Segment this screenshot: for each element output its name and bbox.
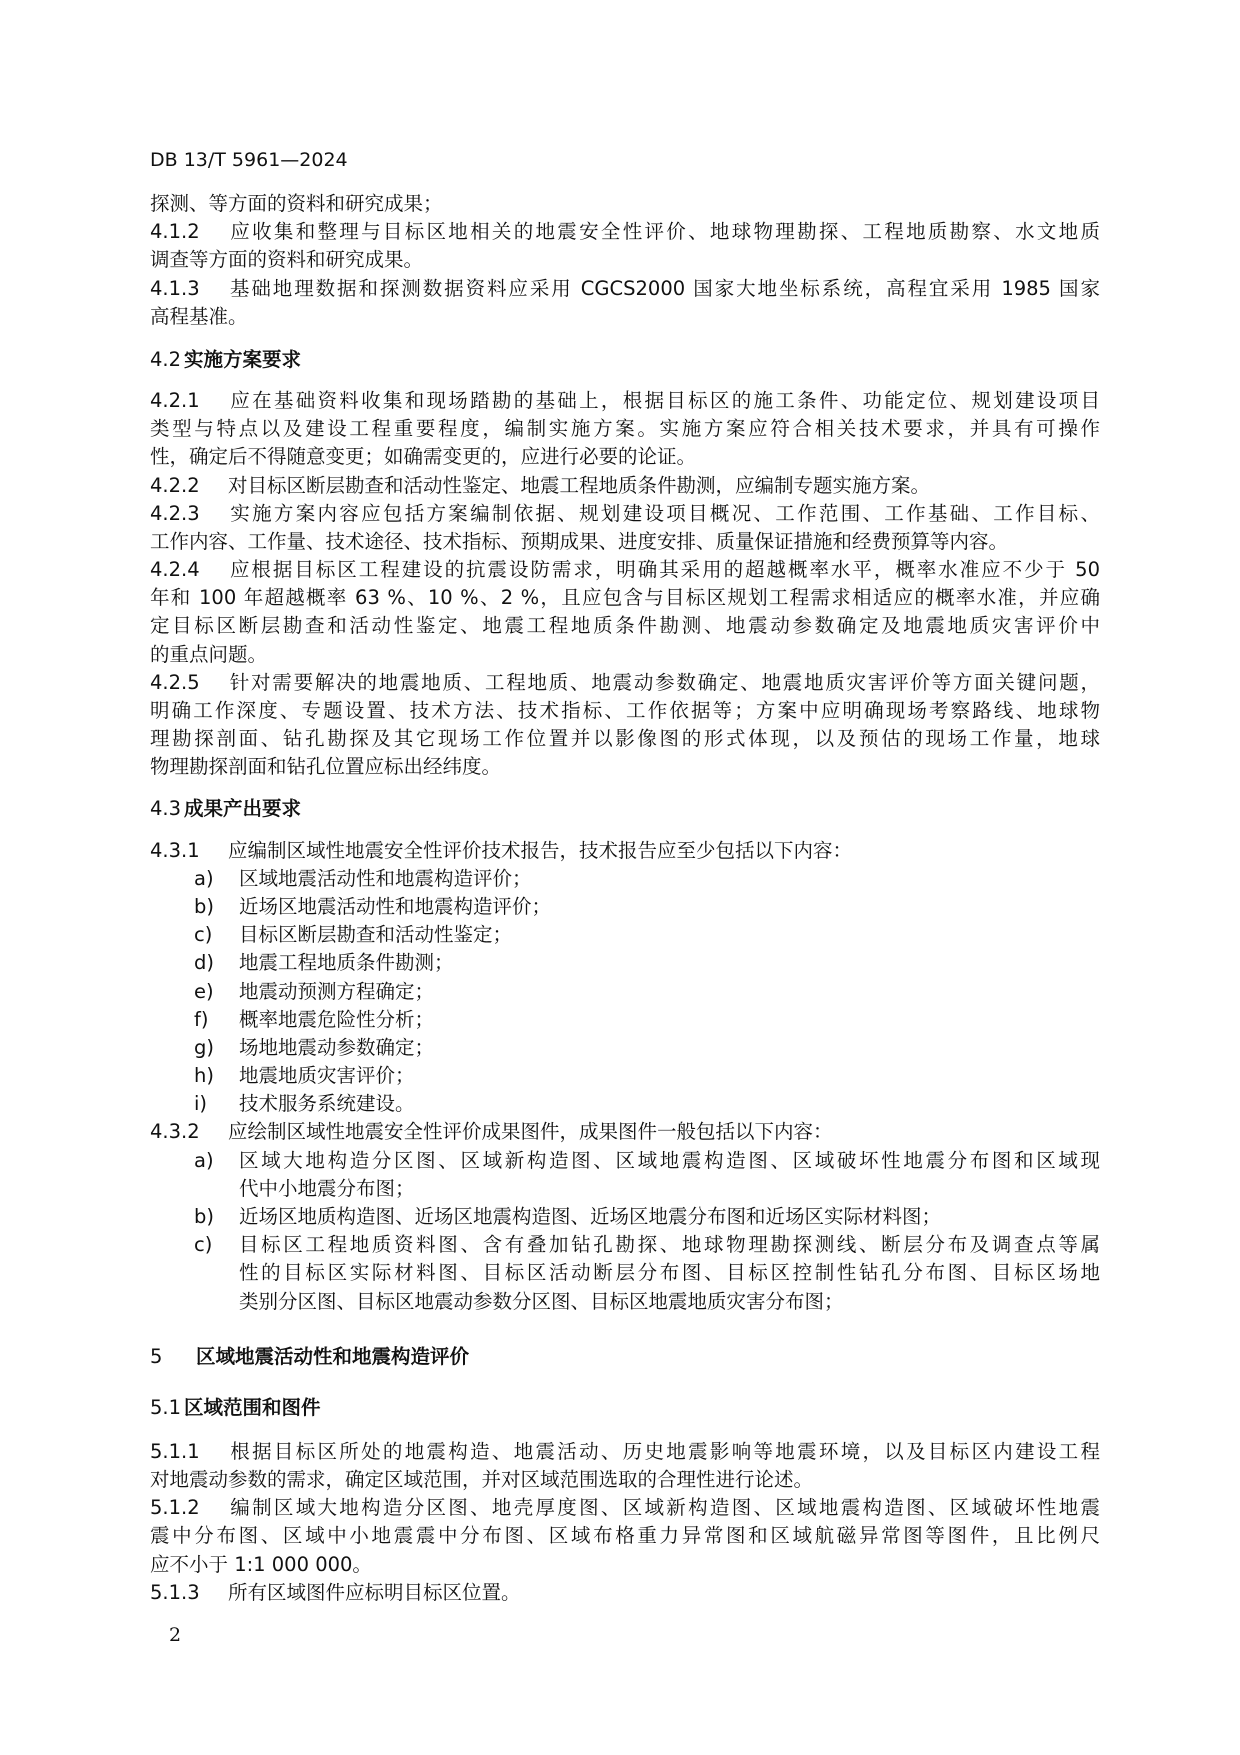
list-marker: c) bbox=[194, 1233, 213, 1257]
text-line bbox=[150, 528, 1100, 556]
clause-number: 4.1.3 bbox=[150, 276, 200, 300]
list-marker: f) bbox=[194, 1007, 209, 1031]
text-line bbox=[150, 1438, 1100, 1466]
list-marker: a) bbox=[194, 1148, 214, 1172]
document-header: DB 13/T 5961—2024 bbox=[150, 149, 348, 171]
line-text: 震中分布图、区域中小地震震中分布图、区域布格重力异常图和区域航磁异常图等图件，且比例尺 bbox=[150, 1524, 1100, 1548]
clause-number: 4.2.4 bbox=[150, 558, 200, 582]
heading-line bbox=[150, 346, 1100, 374]
list-item bbox=[150, 921, 1100, 949]
line-text: 类别分区图、目标区地震动参数分区图、目标区地震地质灾害分布图； bbox=[239, 1289, 844, 1313]
clause-paragraph bbox=[150, 472, 1100, 500]
clause-paragraph bbox=[150, 1438, 1100, 1494]
text-line bbox=[150, 472, 1100, 500]
heading-title: 区域地震活动性和地震构造评价 bbox=[196, 1344, 470, 1368]
text-line bbox=[150, 584, 1100, 612]
line-text: 应在基础资料收集和现场踏勘的基础上，根据目标区的施工条件、功能定位、规划建设项目 bbox=[228, 388, 1100, 412]
heading-line bbox=[150, 1343, 1100, 1371]
text-line bbox=[150, 612, 1100, 640]
list-marker: c) bbox=[194, 923, 213, 947]
clause-number: 4.2.3 bbox=[150, 501, 200, 525]
heading-line bbox=[150, 795, 1100, 823]
page-number: 2 bbox=[169, 1624, 182, 1646]
line-text: 性，确定后不得随意变更；如确需变更的，应进行必要的论证。 bbox=[150, 445, 697, 469]
list-item bbox=[150, 1090, 1100, 1118]
text-line bbox=[150, 1118, 1100, 1146]
line-text: 明确工作深度、专题设置、技术方法、技术指标、工作依据等；方案中应明确现场考察路线、地球物 bbox=[150, 699, 1100, 722]
text-line bbox=[150, 669, 1100, 697]
text-line bbox=[150, 556, 1100, 584]
text-line bbox=[150, 837, 1100, 865]
text-line bbox=[150, 387, 1100, 415]
list-item bbox=[150, 1062, 1100, 1090]
line-text: 的重点问题。 bbox=[150, 642, 268, 666]
list-marker: b) bbox=[194, 1205, 214, 1228]
heading-title: 实施方案要求 bbox=[184, 347, 302, 371]
line-text: 工作内容、工作量、技术途径、技术指标、预期成果、进度安排、质量保证措施和经费预算等内容。 bbox=[150, 529, 1009, 553]
heading-number: 4.3 bbox=[150, 796, 182, 820]
clause-number: 5.1.3 bbox=[150, 1580, 200, 1604]
line-text: 探测、等方面的资料和研究成果； bbox=[150, 192, 443, 215]
heading-number: 5 bbox=[150, 1344, 163, 1368]
list-marker: i) bbox=[194, 1092, 208, 1116]
text-line bbox=[150, 218, 1100, 246]
document-body bbox=[150, 190, 1100, 1607]
line-text: 年和 100 年超越概率 63 %、10 %、2 %，且应包含与目标区规划工程需求相适应的概率水准，并应确 bbox=[150, 586, 1100, 610]
text-line bbox=[150, 1494, 1100, 1522]
line-text: 区域大地构造分区图、区域新构造图、区域地震构造图、区域破坏性地震分布图和区域现 bbox=[239, 1148, 1100, 1172]
line-text: 应绘制区域性地震安全性评价成果图件，成果图件一般包括以下内容： bbox=[228, 1120, 833, 1144]
section-heading bbox=[150, 346, 1100, 374]
list-item bbox=[150, 893, 1100, 921]
text-line bbox=[150, 1147, 1100, 1175]
text-line bbox=[150, 753, 1100, 781]
text-line bbox=[150, 500, 1100, 528]
text-line bbox=[150, 1090, 1100, 1118]
line-text: 技术服务系统建设。 bbox=[239, 1092, 415, 1116]
line-text: 基础地理数据和探测数据资料应采用 CGCS2000 国家大地坐标系统，高程宜采用 1985 国家 bbox=[228, 276, 1100, 300]
text-line bbox=[150, 1551, 1100, 1579]
line-text: 应编制区域性地震安全性评价技术报告，技术报告应至少包括以下内容： bbox=[228, 838, 853, 862]
line-text: 类型与特点以及建设工程重要程度，编制实施方案。实施方案应符合相关技术要求，并具有可操作 bbox=[150, 417, 1100, 441]
clause-paragraph bbox=[150, 190, 1100, 218]
section-heading bbox=[150, 1394, 1100, 1422]
line-text: 代中小地震分布图； bbox=[239, 1176, 415, 1200]
clause-paragraph bbox=[150, 275, 1100, 331]
line-text: 目标区断层勘查和活动性鉴定； bbox=[239, 923, 513, 947]
text-line bbox=[150, 443, 1100, 471]
clause-paragraph bbox=[150, 1494, 1100, 1579]
text-line bbox=[150, 1034, 1100, 1062]
line-text: 高程基准。 bbox=[150, 304, 248, 328]
line-text: 应不小于 1:1 000 000。 bbox=[150, 1552, 372, 1576]
list-item bbox=[150, 1231, 1100, 1316]
section-heading bbox=[150, 795, 1100, 823]
document-page bbox=[150, 146, 1100, 1607]
line-text: 定目标区断层勘查和活动性鉴定、地震工程地质条件勘测、地震动参数确定及地震地质灾害评价中 bbox=[150, 614, 1100, 638]
line-text: 应收集和整理与目标区地相关的地震安全性评价、地球物理勘探、工程地质勘察、水文地质 bbox=[228, 220, 1100, 244]
line-text: 性的目标区实际材料图、目标区活动断层分布图、目标区控制性钻孔分布图、目标区场地 bbox=[239, 1261, 1100, 1285]
text-line bbox=[150, 190, 1100, 218]
clause-number: 4.3.1 bbox=[150, 838, 200, 862]
line-text: 针对需要解决的地震地质、工程地质、地震动参数确定、地震地质灾害评价等方面关键问题， bbox=[228, 670, 1100, 694]
text-line bbox=[150, 1579, 1100, 1607]
text-line bbox=[150, 275, 1100, 303]
line-text: 近场区地震活动性和地震构造评价； bbox=[239, 894, 552, 918]
text-line bbox=[150, 303, 1100, 331]
heading-title: 区域范围和图件 bbox=[184, 1395, 321, 1419]
text-line bbox=[150, 921, 1100, 949]
text-line bbox=[150, 1062, 1100, 1090]
clause-paragraph bbox=[150, 387, 1100, 472]
line-text: 概率地震危险性分析； bbox=[239, 1007, 435, 1031]
text-line bbox=[150, 1288, 1100, 1316]
text-line bbox=[150, 246, 1100, 274]
list-marker: h) bbox=[194, 1064, 214, 1088]
list-marker: d) bbox=[194, 951, 214, 975]
line-text: 场地地震动参数确定； bbox=[239, 1035, 435, 1059]
clause-number: 5.1.1 bbox=[150, 1439, 200, 1463]
text-line bbox=[150, 641, 1100, 669]
line-text: 应根据目标区工程建设的抗震设防需求，明确其采用的超越概率水平，概率水准应不少于 50 bbox=[228, 558, 1100, 582]
heading-title: 成果产出要求 bbox=[184, 796, 302, 820]
list-marker: b) bbox=[194, 894, 214, 918]
clause-paragraph bbox=[150, 1118, 1100, 1146]
text-line bbox=[150, 1231, 1100, 1259]
list-item bbox=[150, 865, 1100, 893]
clause-number: 4.2.2 bbox=[150, 473, 200, 497]
line-text: 编制区域大地构造分区图、地壳厚度图、区域新构造图、区域地震构造图、区域破坏性地震 bbox=[228, 1496, 1100, 1520]
list-item bbox=[150, 1147, 1100, 1203]
list-item bbox=[150, 1034, 1100, 1062]
line-text: 根据目标区所处的地震构造、地震活动、历史地震影响等地震环境，以及目标区内建设工程 bbox=[228, 1439, 1100, 1463]
text-line bbox=[150, 1259, 1100, 1287]
list-marker: a) bbox=[194, 866, 214, 890]
line-text: 理勘探剖面、钻孔勘探及其它现场工作位置并以影像图的形式体现，以及预估的现场工作量，地球 bbox=[150, 727, 1100, 751]
text-line bbox=[150, 893, 1100, 921]
list-marker: e) bbox=[194, 979, 214, 1003]
text-line bbox=[150, 1522, 1100, 1550]
line-text: 实施方案内容应包括方案编制依据、规划建设项目概况、工作范围、工作基础、工作目标、 bbox=[228, 501, 1100, 525]
heading-line bbox=[150, 1394, 1100, 1422]
line-text: 区域地震活动性和地震构造评价； bbox=[239, 866, 532, 890]
line-text: 目标区工程地质资料图、含有叠加钻孔勘探、地球物理勘探测线、断层分布及调查点等属 bbox=[239, 1233, 1100, 1257]
clause-paragraph bbox=[150, 500, 1100, 556]
clause-number: 4.1.2 bbox=[150, 220, 200, 244]
text-line bbox=[150, 978, 1100, 1006]
clause-paragraph bbox=[150, 218, 1100, 274]
clause-number: 4.2.5 bbox=[150, 670, 200, 694]
clause-paragraph bbox=[150, 837, 1100, 865]
line-text: 近场区地质构造图、近场区地震构造图、近场区地震分布图和近场区实际材料图； bbox=[239, 1205, 942, 1228]
list-item bbox=[150, 1006, 1100, 1034]
line-text: 对目标区断层勘查和活动性鉴定、地震工程地质条件勘测，应编制专题实施方案。 bbox=[228, 473, 931, 497]
text-line bbox=[150, 1006, 1100, 1034]
heading-number: 5.1 bbox=[150, 1395, 182, 1419]
clause-number: 4.3.2 bbox=[150, 1120, 200, 1144]
clause-paragraph bbox=[150, 669, 1100, 782]
section-heading bbox=[150, 1343, 1100, 1371]
list-marker: g) bbox=[194, 1035, 214, 1059]
text-line bbox=[150, 1175, 1100, 1203]
clause-paragraph bbox=[150, 1579, 1100, 1607]
list-item bbox=[150, 978, 1100, 1006]
clause-paragraph bbox=[150, 556, 1100, 669]
line-text: 对地震动参数的需求，确定区域范围，并对区域范围选取的合理性进行论述。 bbox=[150, 1467, 814, 1491]
list-item bbox=[150, 1203, 1100, 1231]
clause-number: 4.2.1 bbox=[150, 388, 200, 412]
text-line bbox=[150, 415, 1100, 443]
line-text: 地震动预测方程确定； bbox=[239, 979, 435, 1003]
text-line bbox=[150, 865, 1100, 893]
line-text: 物理勘探剖面和钻孔位置应标出经纬度。 bbox=[150, 755, 502, 779]
text-line bbox=[150, 1203, 1100, 1231]
text-line bbox=[150, 725, 1100, 753]
heading-number: 4.2 bbox=[150, 347, 182, 371]
line-text: 地震工程地质条件勘测； bbox=[239, 951, 454, 975]
text-line bbox=[150, 949, 1100, 977]
line-text: 调查等方面的资料和研究成果。 bbox=[150, 248, 424, 272]
line-text: 地震地质灾害评价； bbox=[239, 1064, 415, 1088]
line-text: 所有区域图件应标明目标区位置。 bbox=[228, 1580, 521, 1604]
text-line bbox=[150, 1466, 1100, 1494]
list-item bbox=[150, 949, 1100, 977]
text-line bbox=[150, 697, 1100, 725]
clause-number: 5.1.2 bbox=[150, 1496, 200, 1520]
